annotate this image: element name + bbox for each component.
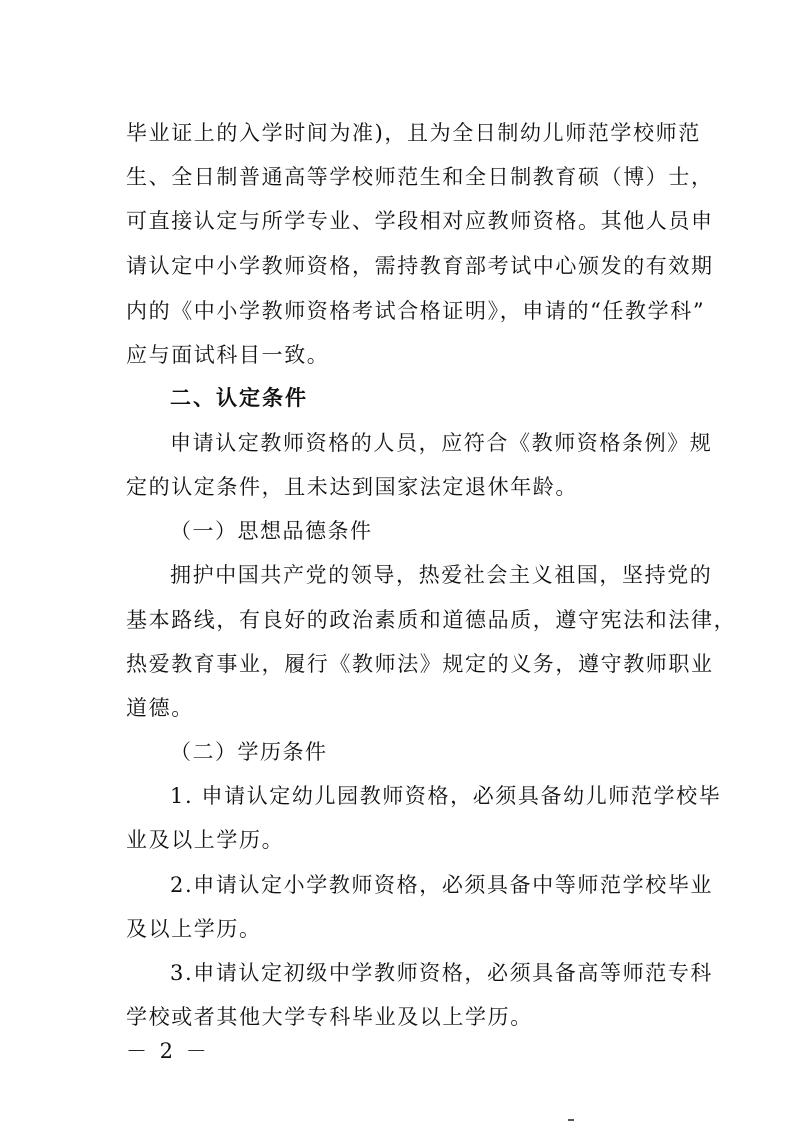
paragraph-first-line: 1. 申请认定幼儿园教师资格，必须具备幼儿师范学校毕 <box>170 784 722 808</box>
body-text-line: 毕业证上的入学时间为准)，且为全日制幼儿师范学校师范 <box>126 121 701 145</box>
body-text-line: 内的《中小学教师资格考试合格证明》，申请的“任教学科” <box>126 299 706 323</box>
body-text-line: 请认定中小学教师资格，需持教育部考试中心颁发的有效期 <box>126 254 714 278</box>
page-number: － 2 － <box>126 1039 210 1063</box>
body-text-line: 学校或者其他大学专科毕业及以上学历。 <box>126 1005 533 1029</box>
body-text-line: 生、全日制普通高等学校师范生和全日制教育硕（博）士， <box>126 165 714 189</box>
body-text-line: 基本路线，有良好的政治素质和道德品质，遵守宪法和法律， <box>126 608 737 632</box>
body-text-line: 定的认定条件，且未达到国家法定退休年龄。 <box>126 475 578 499</box>
body-text-line: 热爱教育事业，履行《教师法》规定的义务，遵守教师职业 <box>126 652 714 676</box>
paragraph-first-line: 申请认定教师资格的人员，应符合《教师资格条例》规 <box>170 431 713 455</box>
paragraph-first-line: 2.申请认定小学教师资格，必须具备中等师范学校毕业 <box>170 873 714 897</box>
body-text-line: 应与面试科目一致。 <box>126 343 330 367</box>
paragraph-first-line: 拥护中国共产党的领导，热爱社会主义祖国，坚持党的 <box>170 563 713 587</box>
subsection-heading: （二）学历条件 <box>170 740 328 764</box>
body-text-line: 业及以上学历。 <box>126 828 285 852</box>
paragraph-first-line: 3.申请认定初级中学教师资格，必须具备高等师范专科 <box>170 961 714 985</box>
body-text-line: 可直接认定与所学专业、学段相对应教师资格。其他人员申 <box>126 209 714 233</box>
scan-speck <box>568 1119 574 1121</box>
body-text-line: 及以上学历。 <box>126 917 262 941</box>
subsection-heading: （一）思想品德条件 <box>170 519 373 543</box>
section-heading: 二、认定条件 <box>170 386 308 410</box>
body-text-line: 道德。 <box>126 696 194 720</box>
